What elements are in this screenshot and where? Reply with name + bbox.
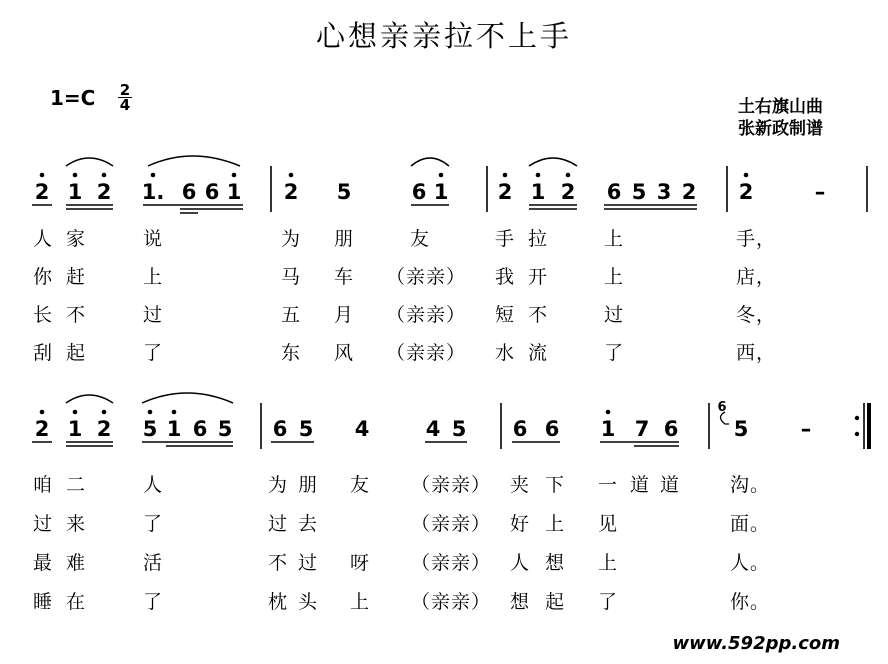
note: 6 <box>181 180 197 204</box>
lyric: 上 <box>604 266 625 288</box>
lyric: 拉 <box>528 228 549 250</box>
lyric: 过 <box>33 513 54 535</box>
lyric: 见 <box>598 513 619 535</box>
lyric: 说 <box>143 228 164 250</box>
lyric: 过 <box>298 552 319 574</box>
lyric: 朋 <box>298 474 319 496</box>
time-signature-denominator: 4 <box>119 96 131 114</box>
lyric: 二 <box>66 474 87 496</box>
lyric-line <box>0 300 888 326</box>
lyric: 家 <box>66 228 87 250</box>
lyric: 了 <box>143 591 164 613</box>
octave-dot <box>102 410 107 415</box>
lyric: 你 <box>33 266 54 288</box>
lyric: 人。 <box>730 552 771 574</box>
lyric-line <box>0 548 888 574</box>
lyric: 车 <box>334 266 355 288</box>
lyric: （亲亲） <box>386 342 467 364</box>
note: 6 <box>192 417 208 441</box>
lyric: 赶 <box>66 266 87 288</box>
lyric: （亲亲） <box>411 552 492 574</box>
lyric: 咱 <box>33 474 54 496</box>
lyric: 夹 <box>510 474 531 496</box>
lyric: 活 <box>143 552 164 574</box>
lyric: 来 <box>66 513 87 535</box>
lyric: 开 <box>528 266 549 288</box>
note: 1 <box>433 180 449 204</box>
octave-dot <box>151 173 156 178</box>
note: 6 <box>606 180 622 204</box>
beams <box>32 205 697 213</box>
note: 6 <box>512 417 528 441</box>
lyric: 了 <box>143 513 164 535</box>
lyric: 过 <box>143 304 164 326</box>
lyric: 枕 <box>268 591 289 613</box>
note: 4 <box>425 417 441 441</box>
lyric: 好 <box>510 513 531 535</box>
lyric: （亲亲） <box>411 591 492 613</box>
note: 1 <box>530 180 546 204</box>
octave-dot <box>289 173 294 178</box>
note: 2 <box>34 417 50 441</box>
octave-dot <box>40 173 45 178</box>
note: 3 <box>656 180 672 204</box>
octave-dot <box>566 173 571 178</box>
lyric: 冬， <box>736 304 777 326</box>
lyric: 上 <box>350 591 371 613</box>
note: 1 <box>67 180 83 204</box>
note: 1 <box>226 180 242 204</box>
lyric: 手 <box>495 228 516 250</box>
credit-source: 土右旗山曲 <box>738 97 823 117</box>
lyric: 道 <box>660 474 681 496</box>
lyric: 五 <box>281 304 302 326</box>
note: 5 <box>298 417 314 441</box>
slur <box>66 395 113 403</box>
slur <box>142 393 233 403</box>
note: 6 <box>272 417 288 441</box>
system-2 <box>32 393 869 449</box>
lyric: 了 <box>598 591 619 613</box>
lyric: 友 <box>350 474 371 496</box>
lyric: 沟。 <box>730 474 771 496</box>
lyric: 为 <box>268 474 289 496</box>
octave-dot <box>40 410 45 415</box>
note: 1 <box>166 417 182 441</box>
octave-dot <box>744 173 749 178</box>
lyric: 一 <box>598 474 619 496</box>
lyric-line <box>0 509 888 535</box>
note: 2 <box>681 180 697 204</box>
octave-dot <box>503 173 508 178</box>
lyric: 友 <box>410 228 431 250</box>
lyric: 起 <box>545 591 566 613</box>
lyric: 去 <box>298 513 319 535</box>
note: 2 <box>560 180 576 204</box>
lyric: 睡 <box>33 591 54 613</box>
lyric: 在 <box>66 591 87 613</box>
octave-dot <box>73 410 78 415</box>
lyric: 上 <box>604 228 625 250</box>
note: 5 <box>142 417 158 441</box>
note: 2 <box>96 417 112 441</box>
lyric: 难 <box>66 552 87 574</box>
lyric: 最 <box>33 552 54 574</box>
octave-dot <box>148 410 153 415</box>
lyric: 过 <box>268 513 289 535</box>
octave-dot <box>439 173 444 178</box>
lyric-line <box>0 262 888 288</box>
lyric: 你。 <box>730 591 771 613</box>
note: 7 <box>634 417 650 441</box>
lyric: 上 <box>545 513 566 535</box>
key-signature: 1=C <box>50 86 96 110</box>
lyric: 我 <box>495 266 516 288</box>
note: 5 <box>733 417 749 441</box>
octave-dot <box>102 173 107 178</box>
note: 1 <box>600 417 616 441</box>
lyric: 西， <box>736 342 777 364</box>
lyric: 短 <box>495 304 516 326</box>
lyric: 为 <box>281 228 302 250</box>
lyric: 了 <box>143 342 164 364</box>
lyric: 流 <box>528 342 549 364</box>
note: 2 <box>34 180 50 204</box>
lyric: （亲亲） <box>386 266 467 288</box>
grace-note: 6 <box>717 400 727 415</box>
lyric-line <box>0 587 888 613</box>
lyric: 上 <box>598 552 619 574</box>
lyric: 道 <box>630 474 651 496</box>
lyric: （亲亲） <box>386 304 467 326</box>
beams <box>32 442 679 446</box>
lyric: 东 <box>281 342 302 364</box>
lyric: 人 <box>510 552 531 574</box>
lyric: 过 <box>604 304 625 326</box>
lyric: 面。 <box>730 513 771 535</box>
note: 5 <box>631 180 647 204</box>
note: 2 <box>738 180 754 204</box>
lyric: 想 <box>545 552 566 574</box>
note: 6 <box>411 180 427 204</box>
note: 6 <box>204 180 220 204</box>
slur <box>411 158 449 166</box>
note: 5 <box>336 180 352 204</box>
repeat-end-barline <box>855 403 869 449</box>
lyric: 下 <box>545 474 566 496</box>
note: 1 <box>67 417 83 441</box>
note: 1. <box>141 180 165 204</box>
lyric: 长 <box>33 304 54 326</box>
lyric: 不 <box>528 304 549 326</box>
lyric: 人 <box>143 474 164 496</box>
lyric: 上 <box>143 266 164 288</box>
watermark-link[interactable]: www.592pp.com <box>672 633 840 654</box>
lyric: 不 <box>66 304 87 326</box>
lyric: 店， <box>736 266 777 288</box>
lyric: （亲亲） <box>411 474 492 496</box>
note: – <box>800 417 812 441</box>
lyric: 起 <box>66 342 87 364</box>
lyric: 马 <box>281 266 302 288</box>
slur <box>529 158 577 166</box>
note: 4 <box>354 417 370 441</box>
note: 2 <box>283 180 299 204</box>
octave-dot <box>536 173 541 178</box>
note: 5 <box>217 417 233 441</box>
lyric: 月 <box>334 304 355 326</box>
note: 6 <box>544 417 560 441</box>
note: 2 <box>96 180 112 204</box>
lyric: 手， <box>736 228 777 250</box>
lyric: 不 <box>268 552 289 574</box>
lyric: 人 <box>33 228 54 250</box>
lyric-line <box>0 470 888 496</box>
lyric-line <box>0 338 888 364</box>
note: 5 <box>451 417 467 441</box>
octave-dot <box>606 410 611 415</box>
lyric: 水 <box>495 342 516 364</box>
time-signature-numerator: 2 <box>119 81 131 99</box>
lyric: 风 <box>334 342 355 364</box>
note: 2 <box>497 180 513 204</box>
lyric: （亲亲） <box>411 513 492 535</box>
system-1 <box>32 156 867 213</box>
lyric: 刮 <box>33 342 54 364</box>
lyric: 了 <box>604 342 625 364</box>
octave-dot <box>172 410 177 415</box>
lyric: 想 <box>510 591 531 613</box>
lyric: 朋 <box>334 228 355 250</box>
lyric: 头 <box>298 591 319 613</box>
note: – <box>814 180 826 204</box>
lyric: 呀 <box>350 552 371 574</box>
credit-notation: 张新政制谱 <box>738 119 823 139</box>
slur <box>66 158 113 166</box>
note: 6 <box>663 417 679 441</box>
octave-dot <box>232 173 237 178</box>
slur <box>148 156 240 166</box>
lyric-line <box>0 224 888 250</box>
octave-dot <box>73 173 78 178</box>
page-title: 心想亲亲拉不上手 <box>315 19 572 53</box>
